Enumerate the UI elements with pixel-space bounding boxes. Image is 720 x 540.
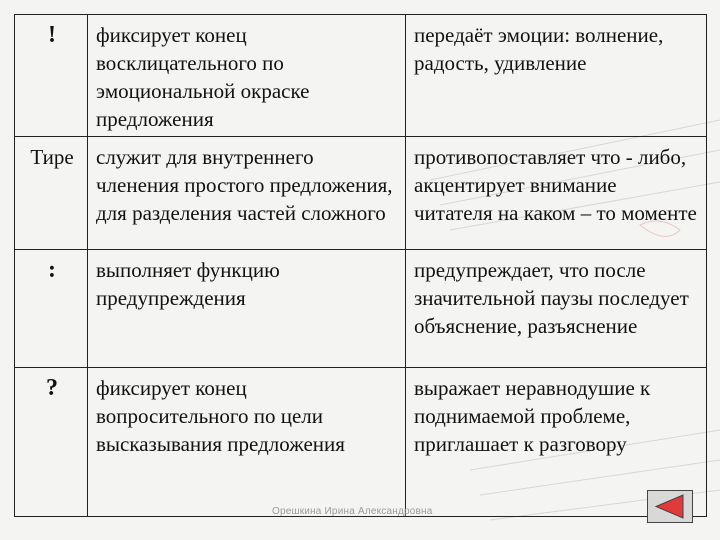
function-cell: фиксирует конец вопросительного по цели высказывания предложения bbox=[88, 368, 406, 517]
author-footer: Орешкина Ирина Александровна bbox=[272, 506, 433, 517]
effect-cell: выражает неравнодушие к поднимаемой проблеме, приглашает к разговору bbox=[406, 368, 707, 517]
triangle-left-icon bbox=[648, 491, 692, 522]
table-row bbox=[15, 15, 707, 137]
function-cell: служит для внутреннего членения простого предложения, для разделения частей сложного bbox=[88, 137, 406, 250]
function-cell: выполняет функцию предупреждения bbox=[88, 250, 406, 368]
symbol-cell: : bbox=[15, 250, 88, 368]
function-cell: фиксирует конец восклицательного по эмоциональной окраске предложения bbox=[88, 15, 406, 137]
table-row bbox=[15, 368, 707, 517]
symbol-cell: Тире bbox=[15, 137, 88, 250]
punctuation-table bbox=[14, 14, 707, 517]
effect-cell: передаёт эмоции: волнение, радость, удивление bbox=[406, 15, 707, 137]
symbol-cell: ? bbox=[15, 368, 88, 517]
table-row bbox=[15, 250, 707, 368]
table-row bbox=[15, 137, 707, 250]
effect-cell: предупреждает, что после значительной паузы последует объяснение, разъяснение bbox=[406, 250, 707, 368]
symbol-cell: ! bbox=[15, 15, 88, 137]
effect-cell: противопоставляет что - либо, акцентирует внимание читателя на каком – то моменте bbox=[406, 137, 707, 250]
back-button[interactable] bbox=[647, 490, 693, 523]
